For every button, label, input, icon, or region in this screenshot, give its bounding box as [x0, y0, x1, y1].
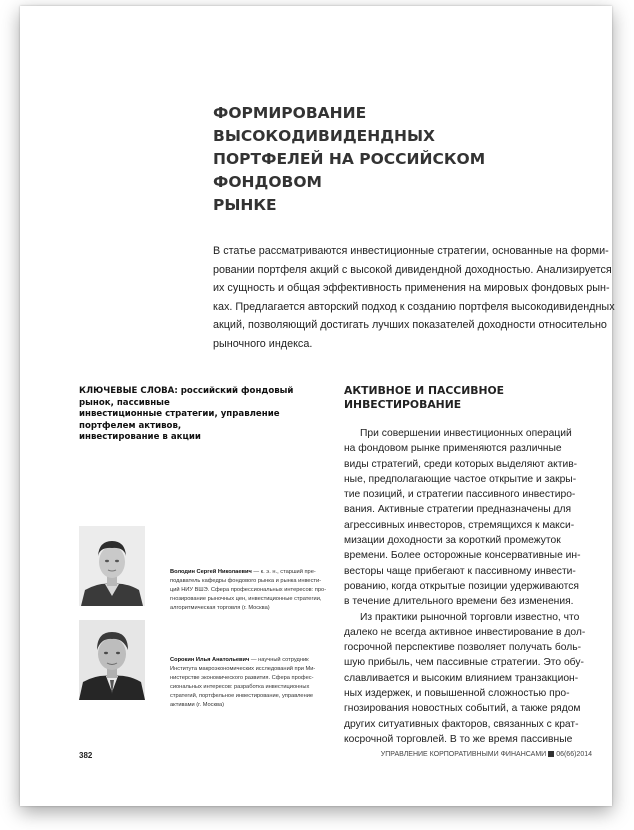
- bio-line: стратегий, портфельное инвестирование, управление: [170, 692, 314, 699]
- body-line: косрочной торговлей. В то же время пассивные: [344, 733, 573, 745]
- author-name: Володин Сергей Николаевич: [170, 569, 252, 575]
- author-name: Сорокин Илья Анатольевич: [170, 657, 250, 663]
- abstract-line: В статье рассматриваются инвестиционные стратегии, основанные на форми-: [213, 245, 609, 257]
- section-body: [344, 426, 592, 747]
- keywords-line: инвестиционные стратегии, управление портфелем активов,: [79, 409, 280, 431]
- journal-footer: [380, 751, 592, 758]
- title-line: ФОРМИРОВАНИЕ ВЫСОКОДИВИДЕНДНЫХ: [213, 104, 435, 145]
- abstract-line: рыночного индекса.: [213, 337, 313, 350]
- body-line: других ситуативных факторов, связанных с крат-: [344, 718, 579, 730]
- title-line: ПОРТФЕЛЕЙ НА РОССИЙСКОМ ФОНДОВОМ: [213, 150, 486, 191]
- bio-line: гнозирование рыночных цен, инвестиционные стратегии,: [170, 595, 322, 602]
- bio-line: ций НИУ ВШЭ. Сфера профессиональных интересов: про-: [170, 586, 327, 593]
- body-line: на фондовом рынке применяются различные: [344, 443, 562, 455]
- bio-line: сиональных интересов: разработка инвестиционных: [170, 683, 310, 690]
- body-line: шую прибыль, чем пассивные стратегии. Это обу-: [344, 657, 584, 669]
- article-title: [213, 102, 583, 217]
- body-line: госрочной перспективе позволяет получать боль-: [344, 642, 582, 654]
- heading-line: ИНВЕСТИРОВАНИЕ: [344, 398, 462, 411]
- author-bio-sorokin: [170, 656, 345, 709]
- author-bio-volodin: [170, 568, 345, 613]
- author-bio-first: — научный сотрудник: [249, 657, 309, 663]
- keywords-line: инвестирование в акции: [79, 432, 201, 442]
- abstract-line: ках. Предлагается авторский подход к созданию портфеля высокодивидендных: [213, 300, 615, 313]
- abstract-line: ровании портфеля акций с высокой дивидендной доходностью. Анализируется: [213, 263, 612, 276]
- bio-line: алгоритмическая торговля (г. Москва): [170, 604, 270, 611]
- abstract-line: акций, позволяющий достигать лучших показателей доходности относительно: [213, 319, 607, 332]
- bio-line: активами (г. Москва): [170, 701, 225, 708]
- bio-line: подаватель кафедры фондового рынка и рынка инвести-: [170, 577, 322, 584]
- body-line: При совершении инвестиционных операций: [360, 428, 572, 439]
- body-line: рованию, когда открытые позиции удерживаются: [344, 580, 579, 592]
- body-line: ные, предполагающие частое открытие и закры-: [344, 473, 577, 485]
- body-line: славливается и высоким влиянием транзакцион-: [344, 672, 579, 684]
- body-line: виды стратегий, среди которых выделяют актив-: [344, 458, 578, 470]
- keywords-line: КЛЮЧЕВЫЕ СЛОВА: российский фондовый рынок, пассивные: [79, 386, 294, 408]
- body-line: вания. Активные стратегии предназначены для: [344, 504, 572, 516]
- body-line: весторы чаще прибегают к пассивному инвести-: [344, 565, 576, 577]
- square-icon: [548, 751, 554, 757]
- bio-line: Института макроэкономических исследований при Ми-: [170, 665, 316, 672]
- body-line: далеко не всегда активное инвестирование в дол-: [344, 626, 586, 638]
- body-line: агрессивных инвесторов, стремящихся к макси-: [344, 519, 575, 531]
- body-line: гнозирования новостных событий, а также рядом: [344, 703, 581, 715]
- heading-line: АКТИВНОЕ И ПАССИВНОЕ: [344, 384, 505, 397]
- body-line: Из практики рыночной торговли известно, что: [360, 611, 580, 623]
- title-line: РЫНКЕ: [213, 196, 277, 214]
- body-line: мизации доходности за короткий промежуток: [344, 535, 561, 547]
- journal-page: [20, 6, 615, 806]
- abstract-line: их сущность и общая эффективность применения на мировых фондовых рын-: [213, 282, 610, 295]
- abstract: [213, 242, 615, 354]
- body-line: в течение длительного времени без изменения.: [344, 596, 574, 608]
- author-photo-sorokin: [79, 620, 145, 700]
- keywords: [79, 386, 329, 444]
- journal-issue: 06(66)2014: [556, 751, 592, 758]
- body-line: ных издержек, и повышенной сложностью про-: [344, 688, 570, 700]
- journal-name: УПРАВЛЕНИЕ КОРПОРАТИВНЫМИ ФИНАНСАМИ: [380, 751, 547, 758]
- bio-line: нистерстве экономического развития. Сфера профес-: [170, 674, 314, 681]
- author-photo-volodin: [79, 526, 145, 606]
- body-line: тие позиций, и стратегии пассивного инвестиро-: [344, 489, 576, 501]
- author-bio-first: — к. э. н., старший пре-: [251, 569, 316, 575]
- section-heading: [344, 384, 584, 412]
- page-number: 382: [79, 751, 93, 760]
- body-line: времени. Более осторожные консервативные ин-: [344, 550, 581, 562]
